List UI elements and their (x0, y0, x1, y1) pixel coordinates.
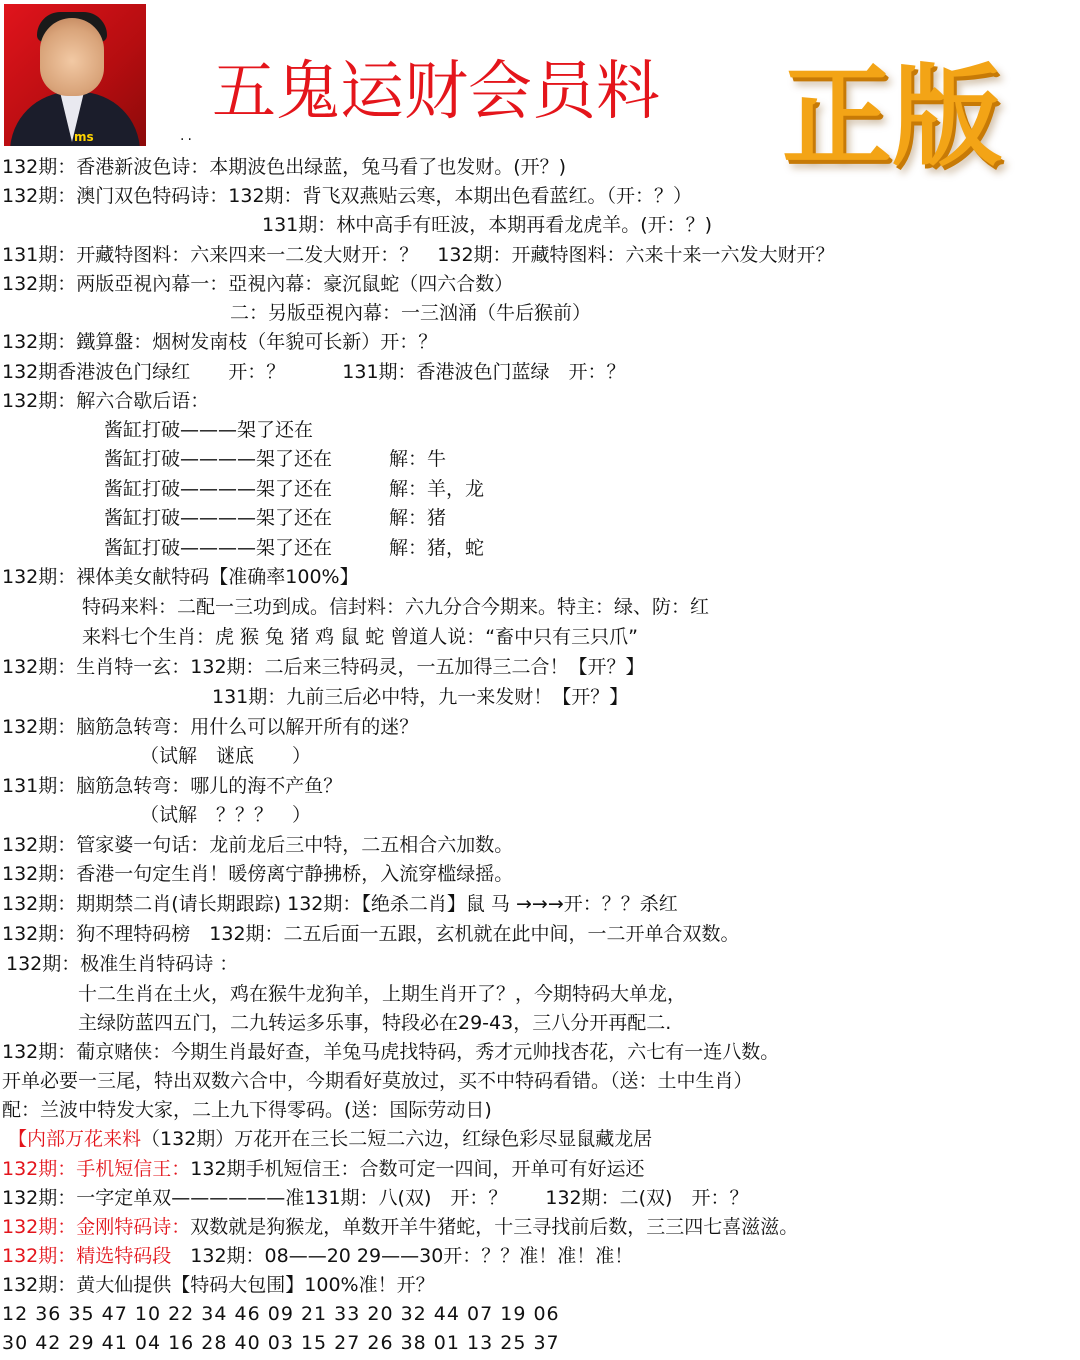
line-text: 132期：08——20 29——30开：？？准！准！准！ (171, 1245, 634, 1267)
content-line: 131期：九前三后必中特，九一来发财！【开？】 (212, 686, 629, 708)
content-line: 开单必要一三尾，特出双数六合中，今期看好莫放过，买不中特码看错。（送：土中生肖） (2, 1070, 753, 1092)
content-line: 主绿防蓝四五门，二九转运多乐事，特段必在29-43，三八分开再配二. (78, 1012, 672, 1034)
content-line: 十二生肖在土火，鸡在猴牛龙狗羊，上期生肖开了？，今期特码大单龙， (78, 983, 687, 1005)
content-line: 酱缸打破———架了还在 (104, 419, 314, 441)
line-text: （132期）万花开在三长二短二六边，红绿色彩尽显鼠藏龙居 (141, 1128, 653, 1150)
content-line: 酱缸打破————架了还在 解：猪，蛇 (104, 537, 485, 559)
numbers-row-2: 30 42 29 41 04 16 28 40 03 15 27 26 38 01 13 25 37 (2, 1332, 560, 1354)
red-label: 132期：精选特码段 (2, 1245, 172, 1267)
content-line: 酱缸打破————架了还在 解：猪 (104, 507, 447, 529)
content-line: 132期：脑筋急转弯：用什么可以解开所有的迷？ (2, 716, 419, 738)
content-line: 酱缸打破————架了还在 解：牛 (104, 448, 447, 470)
content-line-red-3 (2, 1216, 798, 1240)
line-text: 132期手机短信王：合数可定一四间，开单可有好运还 (190, 1158, 645, 1180)
content-line-red-1 (8, 1128, 652, 1152)
content-line: 132期：裸体美女献特码【准确率100%】 (2, 566, 359, 588)
red-label: 132期：金刚特码诗： (2, 1216, 191, 1238)
content-line: 132期：澳门双色特码诗：132期：背飞双燕贴云寒，本期出色看蓝红。（开：？） (2, 185, 693, 207)
red-label: 132期：手机短信王： (2, 1158, 191, 1180)
content-line: （试解 谜底 ） (140, 745, 312, 767)
content-line: 二：另版亞視內幕：一三汹涌（牛后猴前） (230, 302, 592, 324)
content-line: 131期：开藏特图料：六来四来一二发大财开：？ 132期：开藏特图料：六来十来一六发大财开？ (2, 244, 835, 266)
content-line-single-double: 132期：一字定单双——————准131期：八(双) 开：？ 132期：二(双) 开：？ (2, 1187, 749, 1209)
portrait-face (40, 18, 104, 96)
numbers-row-1: 12 36 35 47 10 22 34 46 09 21 33 20 32 44 07 19 06 (2, 1303, 560, 1325)
content-line: 132期：香港新波色诗：本期波色出绿蓝，兔马看了也发财。(开？) (2, 156, 567, 178)
page-title: 五鬼运财会员料 (212, 55, 660, 129)
portrait-photo (4, 4, 146, 146)
content-line: 来料七个生肖：虎 猴 兔 猪 鸡 鼠 蛇 曾道人说：“畜中只有三只爪” (82, 626, 638, 648)
content-line: 132期：管家婆一句话：龙前龙后三中特，二五相合六加数。 (2, 834, 514, 856)
content-line: 132期：极准生肖特码诗 ： (6, 953, 239, 975)
content-line: （试解 ？？？ ） (140, 804, 312, 826)
content-line-wong-tai-sin: 132期：黄大仙提供【特码大包围】100%准！开？ (2, 1274, 435, 1296)
content-line: 132期：解六合歇后语： (2, 390, 210, 412)
red-label: 【内部万花来料 (8, 1128, 142, 1150)
content-line: 132期：两版亞視內幕一：亞視內幕：豪沉鼠蛇（四六合数） (2, 273, 514, 295)
photo-logo: ms (74, 130, 94, 144)
content-line: 132期：狗不理特码榜 132期：二五后面一五跟，玄机就在此中间，一二开单合双数。 (2, 923, 740, 945)
content-line-red-4 (2, 1245, 633, 1269)
genuine-badge: 正版 (782, 53, 1002, 181)
content-line-red-2 (2, 1158, 645, 1182)
content-line: 131期：脑筋急转弯：哪儿的海不产鱼？ (2, 775, 343, 797)
content-line: 配：兰波中特发大家，二上九下得零码。(送：国际劳动日) (2, 1099, 492, 1121)
content-line: 132期：鐵算盤：烟树发南枝（年貌可长新）开：？ (2, 331, 438, 353)
content-line: 132期香港波色门绿红 开：？ 131期：香港波色门蓝绿 开：？ (2, 361, 626, 383)
decorative-dots: .. (180, 128, 195, 144)
content-line: 特码来料：二配一三功到成。信封料：六九分合今期来。特主：绿、防：红 (82, 596, 710, 618)
line-text: 双数就是狗猴龙，单数开羊牛猪蛇，十三寻找前后数，三三四七喜滋滋。 (190, 1216, 799, 1238)
content-line: 131期：林中高手有旺波，本期再看龙虎羊。(开：？) (262, 214, 713, 236)
content-line: 132期：期期禁二肖(请长期跟踪) 132期：【绝杀二肖】鼠 马 →→→开：？？杀红 (2, 893, 678, 915)
content-line: 132期：生肖特一玄：132期：二后来三特码灵，一五加得三二合！【开？】 (2, 656, 645, 678)
content-line: 酱缸打破————架了还在 解：羊，龙 (104, 478, 485, 500)
content-line: 132期：葡京赌侠：今期生肖最好查，羊兔马虎找特码，秀才元帅找杏花，六七有一连八数。 (2, 1041, 780, 1063)
content-line: 132期：香港一句定生肖！暖傍离宁静拂桥，入流穿槛绿摇。 (2, 863, 514, 885)
